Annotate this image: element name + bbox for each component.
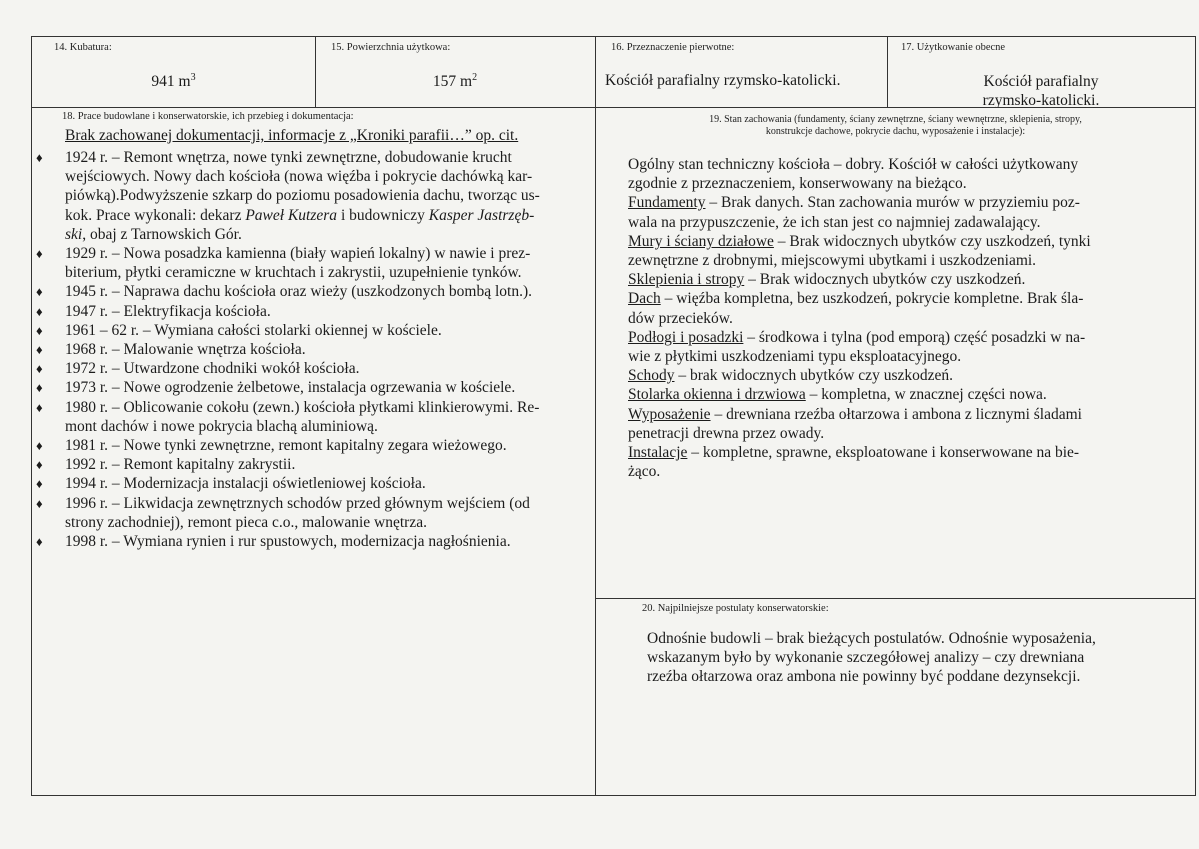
field-19-stan: [596, 108, 1195, 598]
works-item-line: 1994 r. – Modernizacja instalacji oświetleniowej kościoła.: [65, 475, 426, 493]
field-16-label: 16. Przeznaczenie pierwotne:: [611, 42, 735, 53]
works-item-line: 1972 r. – Utwardzone chodniki wokół kościoła.: [65, 360, 360, 378]
diamond-bullet-icon: ♦: [36, 438, 43, 454]
state-line-text: – Brak widocznych ubytków czy uszkodzeń, tynki: [773, 232, 1091, 250]
works-item-line: ski, obaj z Tarnowskich Gór.: [65, 225, 242, 243]
state-category-heading: Stolarka okienna i drzwiowa: [628, 386, 806, 404]
state-line: [628, 443, 1128, 462]
works-item-line: 1924 r. – Remont wnętrza, nowe tynki zewnętrzne, dobudowanie krucht: [65, 149, 512, 166]
works-item-line: kok. Prace wykonali: dekarz Paweł Kutzera i budowniczy Kasper Jastrzęb-: [65, 206, 535, 224]
diamond-bullet-icon: ♦: [36, 284, 43, 300]
state-category-heading: Schody: [628, 367, 675, 385]
works-item-line: 1968 r. – Malowanie wnętrza kościoła.: [65, 341, 306, 359]
field-18-prace: [32, 108, 595, 795]
works-item-line: mont dachów i nowe pokrycia blachą aluminiową.: [65, 417, 378, 435]
state-line: [628, 270, 1128, 289]
state-line: [628, 328, 1128, 347]
state-line-text: zewnętrzne z drobnymi, miejscowymi ubytkami i uszkodzeniami.: [628, 252, 1037, 270]
works-item-line: 1973 r. – Nowe ogrodzenie żelbetowe, instalacja ogrzewania w kościele.: [65, 379, 516, 397]
state-line-text: penetracji drewna przez owady.: [628, 424, 825, 442]
works-item-line: piówką).Podwyższenie szkarp do poziomu posadowienia dachu, tworząc us-: [65, 187, 540, 205]
postulates-line: Odnośnie budowli – brak bieżących postulatów. Odnośnie wyposażenia,: [647, 630, 1096, 647]
works-list-item: [32, 282, 580, 301]
works-item-line: wejściowych. Nowy dach kościoła (nowa więźba i pokrycie dachówką kar-: [65, 168, 533, 186]
state-line: [628, 347, 1128, 366]
state-line: [628, 405, 1128, 424]
state-line-text: – Brak danych. Stan zachowania murów w przyziemiu poz-: [705, 194, 1080, 212]
works-item-line: biterium, płytki ceramiczne w kruchtach i zakrystii, uzupełnienie tynków.: [65, 264, 522, 282]
works-item-line: 1929 r. – Nowa posadzka kamienna (biały wapień lokalny) w nawie i prez-: [65, 245, 531, 263]
field-16-przeznaczenie: [595, 37, 887, 107]
field-19-label-line2: konstrukcje dachowe, pokrycie dachu, wyposażenie i instalacje):: [765, 126, 1026, 137]
state-line: [628, 309, 1128, 328]
state-line-text: wala na przypuszczenie, że ich stan jest co najmniej zadawalający.: [628, 213, 1041, 231]
field-14-value: [32, 68, 315, 91]
works-item-line: 1981 r. – Nowe tynki zewnętrzne, remont kapitalny zegara wieżowego.: [65, 437, 507, 455]
works-list-item: [32, 532, 580, 551]
works-item-line: 1996 r. – Likwidacja zewnętrznych schodów przed głównym wejściem (od: [65, 494, 530, 512]
field-14-unit-exponent: 3: [190, 72, 196, 83]
field-18-intro: [65, 126, 518, 145]
state-line-text: – kompletne, sprawne, eksploatowane i konserwowane na bie-: [687, 444, 1080, 462]
works-item-line: 1945 r. – Naprawa dachu kościoła oraz wieży (uszkodzonych bombą lotn.).: [65, 283, 533, 301]
works-item-line: 1980 r. – Oblicowanie cokołu (zewn.) kościoła płytkami klinkierowymi. Re-: [65, 398, 540, 416]
state-line-text: Ogólny stan techniczny kościoła – dobry. Kościół w całości użytkowany: [628, 156, 1079, 173]
field-15-unit-exponent: 2: [472, 72, 478, 83]
works-item-line: 1961 – 62 r. – Wymiana całości stolarki okiennej w kościele.: [65, 321, 442, 339]
diamond-bullet-icon: ♦: [36, 361, 43, 377]
works-list-item: [32, 455, 580, 474]
field-17-uzytkowanie: [887, 37, 1195, 107]
state-category-heading: Sklepienia i stropy: [628, 271, 745, 289]
field-15-value: [315, 68, 595, 91]
works-list-item: [32, 302, 580, 321]
state-category-heading: Dach: [628, 290, 661, 308]
works-item-line: strony zachodniej), remont pieca c.o., malowanie wnętrza.: [65, 513, 427, 531]
state-line: [628, 174, 1128, 193]
diamond-bullet-icon: ♦: [36, 534, 43, 550]
field-20-postulaty: [596, 599, 1195, 795]
diamond-bullet-icon: ♦: [36, 457, 43, 473]
postulates-line: rzeźba ołtarzowa oraz ambona nie powinny być poddane dezynsekcji.: [647, 668, 1081, 686]
field-20-label: 20. Najpilniejsze postulaty konserwatorskie:: [642, 603, 829, 614]
state-line-text: dów przecieków.: [628, 309, 733, 327]
inventory-form-sheet: [31, 36, 1196, 796]
field-17-value-line1: Kościół parafialny: [983, 73, 1099, 90]
field-15-number: 157 m: [432, 73, 473, 91]
diamond-bullet-icon: ♦: [36, 495, 43, 511]
state-line-text: – kompletna, w znacznej części nowa.: [805, 386, 1047, 404]
state-description: [628, 155, 1128, 481]
diamond-bullet-icon: ♦: [36, 150, 43, 165]
diamond-bullet-icon: ♦: [36, 342, 43, 358]
state-category-heading: Podłogi i posadzki: [628, 328, 744, 346]
state-line: [628, 462, 1128, 481]
state-line: [628, 424, 1128, 443]
diamond-bullet-icon: ♦: [36, 476, 43, 492]
works-list: [32, 148, 580, 551]
state-line: [628, 155, 1128, 174]
field-15-powierzchnia: [315, 37, 595, 107]
postulates-text: [647, 629, 1167, 687]
works-list-item: [32, 474, 580, 493]
diamond-bullet-icon: ♦: [36, 322, 43, 338]
state-line: [628, 251, 1128, 270]
state-line-text: – Brak widocznych ubytków czy uszkodzeń.: [744, 271, 1026, 289]
field-18-label: 18. Prace budowlane i konserwatorskie, ich przebieg i dokumentacja:: [62, 111, 354, 122]
works-list-item: [32, 244, 580, 282]
works-item-line: 1947 r. – Elektryfikacja kościoła.: [65, 302, 271, 320]
works-list-item: [32, 398, 580, 436]
state-line: [628, 366, 1128, 385]
state-line: [628, 289, 1128, 308]
state-line: [628, 193, 1128, 212]
works-list-item: [32, 321, 580, 340]
state-line-text: zgodnie z przeznaczeniem, konserwowany na bieżąco.: [628, 175, 967, 193]
works-list-item: [32, 148, 580, 244]
diamond-bullet-icon: ♦: [36, 246, 43, 262]
field-17-value-line2: rzymsko-katolicki.: [982, 92, 1100, 107]
field-14-kubatura: [32, 37, 315, 107]
state-line-text: – środkowa i tylna (pod emporą) część posadzki w na-: [743, 328, 1086, 346]
field-15-label: 15. Powierzchnia użytkowa:: [331, 42, 451, 53]
state-line: [628, 232, 1128, 251]
field-17-label: 17. Użytkowanie obecne: [901, 42, 1006, 53]
state-category-heading: Wyposażenie: [628, 405, 711, 423]
field-19-label-line1: 19. Stan zachowania (fundamenty, ściany zewnętrzne, ściany wewnętrzne, sklepienia, stropy,: [709, 114, 1082, 125]
field-14-label: 14. Kubatura:: [54, 42, 112, 53]
state-line-text: – brak widocznych ubytków czy uszkodzeń.: [674, 367, 953, 385]
state-category-heading: Mury i ściany działowe: [628, 232, 774, 250]
works-list-item: [32, 436, 580, 455]
state-category-heading: Fundamenty: [628, 194, 706, 212]
documentation-note: Brak zachowanej dokumentacji, informacje z „Kroniki parafii…” op. cit.: [65, 127, 519, 144]
works-item-line: 1992 r. – Remont kapitalny zakrystii.: [65, 456, 296, 474]
field-14-number: 941 m: [151, 73, 191, 91]
works-list-item: [32, 359, 580, 378]
field-16-value: Kościół parafialny rzymsko-katolicki.: [605, 72, 841, 89]
diamond-bullet-icon: ♦: [36, 399, 43, 415]
postulates-line: wskazanym było by wykonanie szczegółowej analizy – czy drewniana: [647, 649, 1085, 667]
state-category-heading: Instalacje: [628, 444, 688, 462]
diamond-bullet-icon: ♦: [36, 303, 43, 319]
state-line: [628, 385, 1128, 404]
works-list-item: [32, 378, 580, 397]
diamond-bullet-icon: ♦: [36, 380, 43, 396]
state-line-text: żąco.: [628, 463, 661, 481]
state-line-text: – więźba kompletna, bez uszkodzeń, pokrycie kompletne. Brak śla-: [660, 290, 1084, 308]
state-line: [628, 213, 1128, 232]
works-list-item: [32, 494, 580, 532]
works-list-item: [32, 340, 580, 359]
state-line-text: wie z płytkimi uszkodzeniami typu eksploatacyjnego.: [628, 348, 962, 366]
state-line-text: – drewniana rzeźba ołtarzowa i ambona z licznymi śladami: [710, 405, 1082, 423]
works-item-line: 1998 r. – Wymiana rynien i rur spustowych, modernizacja nagłośnienia.: [65, 533, 511, 551]
